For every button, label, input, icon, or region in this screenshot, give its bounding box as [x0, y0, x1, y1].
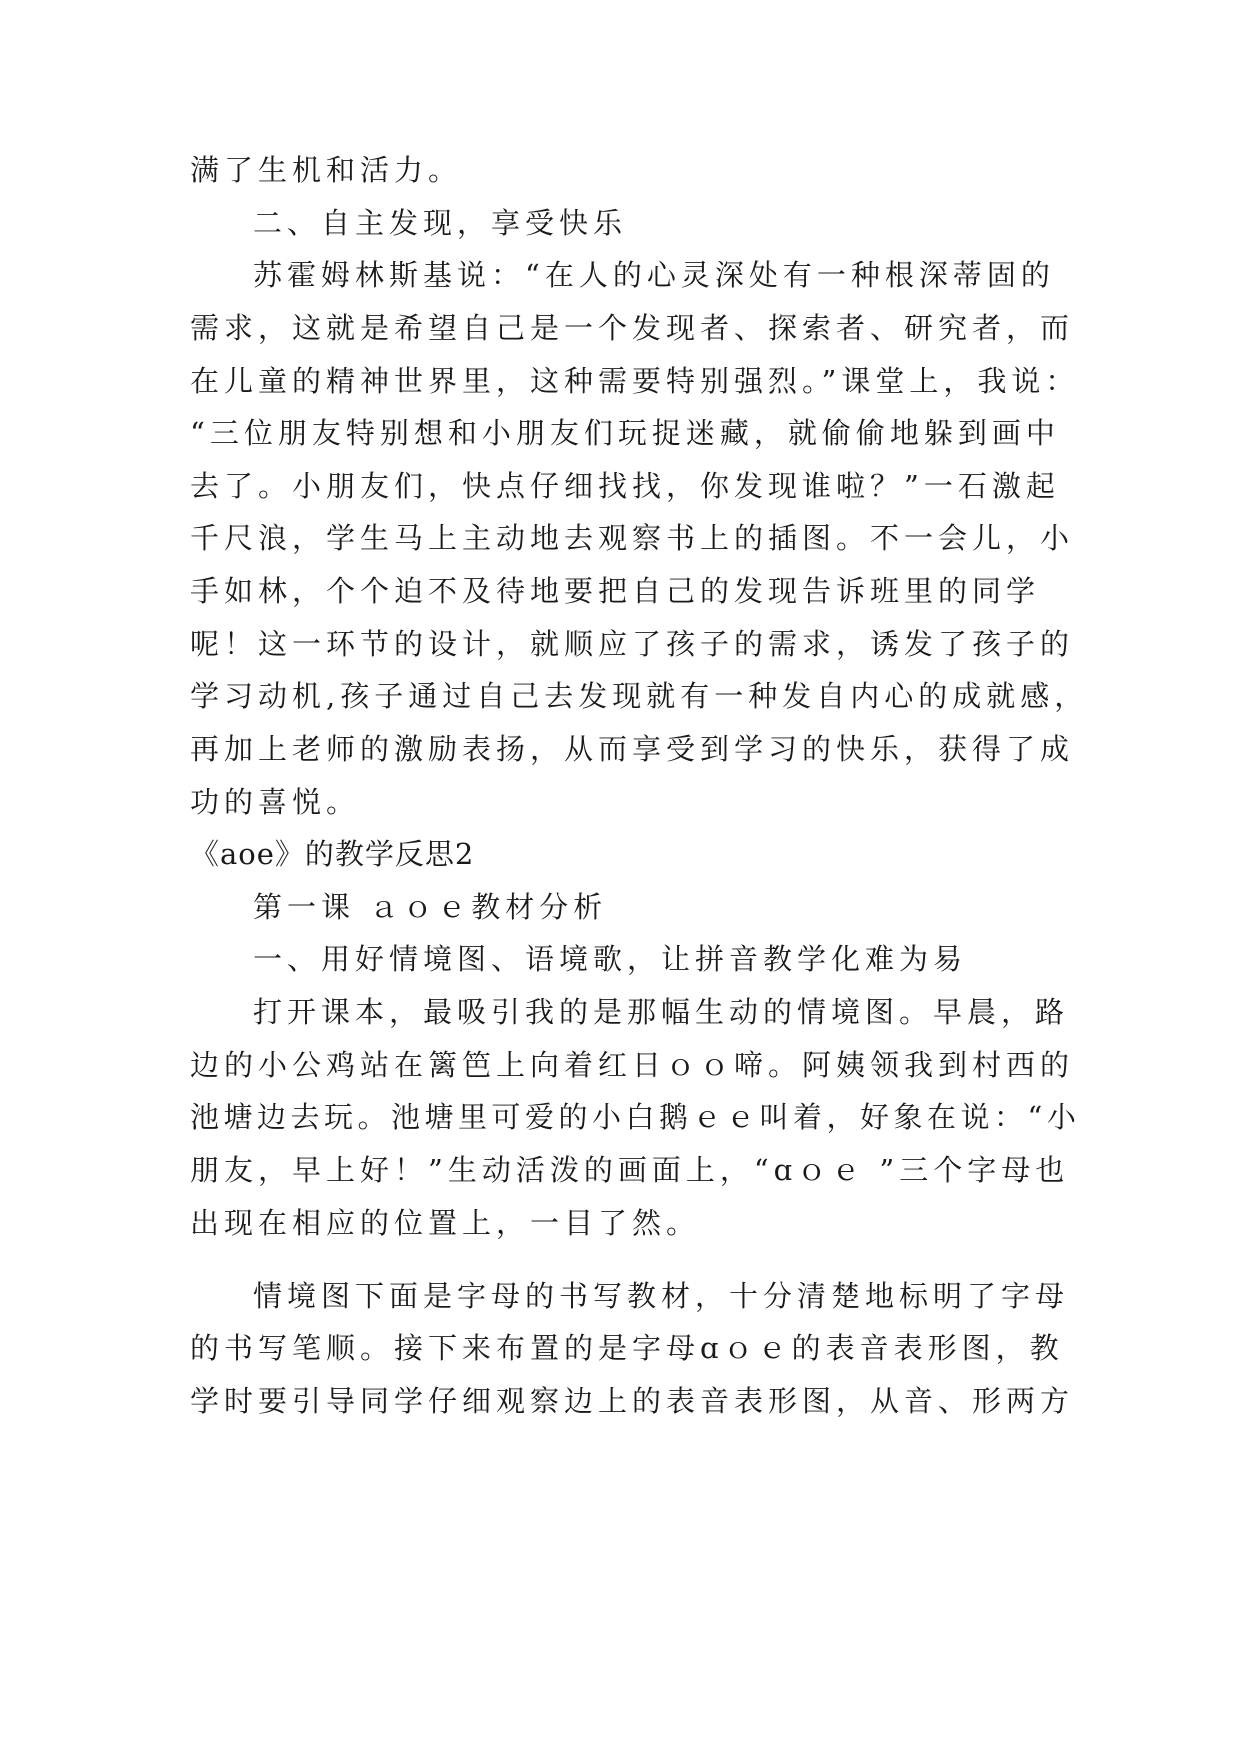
- paragraph-line: 情境图下面是字母的书写教材，十分清楚地标明了字母: [253, 1279, 1070, 1313]
- section-heading: 第一课 ａｏｅ教材分析: [253, 890, 608, 924]
- paragraph-line: 边的小公鸡站在篱笆上向着红日ｏｏ啼。阿姨领我到村西的: [190, 1048, 1075, 1082]
- section-heading: 一、用好情境图、语境歌，让拼音教学化难为易: [253, 942, 968, 976]
- paragraph-line: 朋友，早上好！”生动活泼的画面上，“ɑｏｅ ”三个字母也: [190, 1153, 1070, 1187]
- paragraph-line: 呢！这一环节的设计，就顺应了孩子的需求，诱发了孩子的: [190, 627, 1075, 661]
- paragraph-line: 苏霍姆林斯基说：“在人的心灵深处有一种根深蒂固的: [253, 258, 1055, 292]
- paragraph-line: 千尺浪，学生马上主动地去观察书上的插图。不一会儿，小: [190, 521, 1075, 555]
- paragraph-line: 手如林，个个迫不及待地要把自己的发现告诉班里的同学: [190, 574, 1041, 608]
- paragraph-line: 出现在相应的位置上，一目了然。: [190, 1206, 701, 1240]
- paragraph-line: 满了生机和活力。: [190, 153, 463, 187]
- paragraph-line: 再加上老师的激励表扬，从而享受到学习的快乐，获得了成: [190, 732, 1075, 766]
- paragraph-line: 功的喜悦。: [190, 785, 361, 819]
- paragraph-line: 在儿童的精神世界里，这种需要特别强烈。”课堂上，我说：: [190, 364, 1080, 398]
- document-title: 《aoe》的教学反思2: [190, 837, 475, 871]
- paragraph-line: 学时要引导同学仔细观察边上的表音表形图，从音、形两方: [190, 1384, 1075, 1418]
- paragraph-line: “三位朋友特别想和小朋友们玩捉迷藏，就偷偷地躲到画中: [190, 416, 1060, 450]
- paragraph-line: 池塘边去玩。池塘里可爱的小白鹅ｅｅ叫着，好象在说：“小: [190, 1100, 1081, 1134]
- paragraph-line: 需求，这就是希望自己是一个发现者、探索者、研究者，而: [190, 311, 1075, 345]
- paragraph-line: 的书写笔顺。接下来布置的是字母ɑｏｅ的表音表形图，教: [190, 1331, 1064, 1365]
- paragraph-line: 打开课本，最吸引我的是那幅生动的情境图。早晨，路: [253, 995, 1070, 1029]
- section-heading: 二、自主发现，享受快乐: [253, 206, 628, 240]
- paragraph-line: 学习动机,孩子通过自己去发现就有一种发自内心的成就感，: [190, 679, 1089, 713]
- paragraph-line: 去了。小朋友们，快点仔细找找，你发现谁啦？”一石激起: [190, 469, 1060, 503]
